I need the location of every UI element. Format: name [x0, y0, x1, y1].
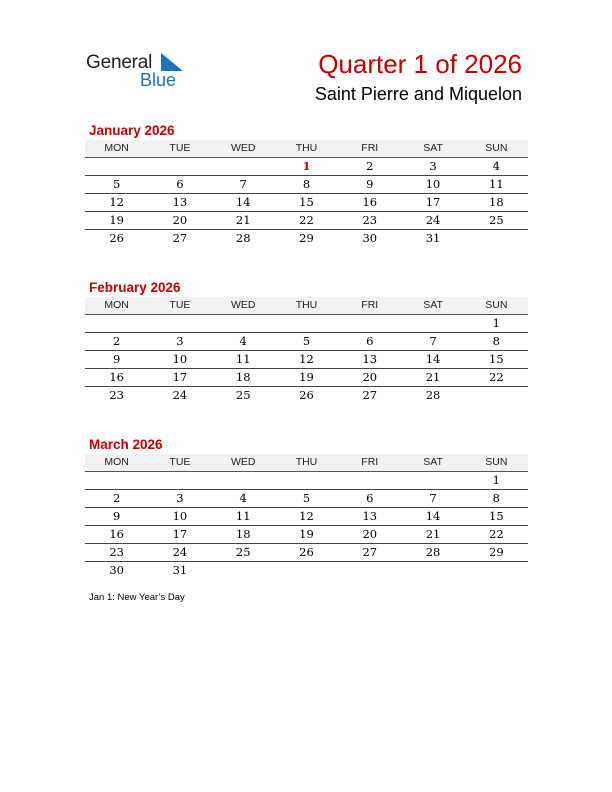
empty-day-cell	[338, 472, 401, 489]
week-row	[85, 315, 528, 333]
weekday-header: TUE	[169, 299, 191, 311]
day-cell: 28	[425, 388, 441, 402]
day-cell: 13	[362, 352, 378, 366]
day-cell: 8	[302, 177, 311, 191]
day-cell: 5	[112, 177, 121, 191]
weekday-header-row	[85, 454, 528, 472]
empty-day-cell	[465, 387, 528, 404]
empty-day-cell	[148, 315, 211, 332]
day-cell: 7	[239, 177, 247, 191]
day-cell: 24	[172, 388, 188, 402]
week-row	[85, 158, 528, 176]
weekday-header: THU	[295, 142, 318, 154]
day-cell: 15	[489, 509, 504, 523]
month-february	[85, 279, 528, 404]
day-cell: 4	[239, 491, 247, 505]
day-cell: 13	[172, 195, 188, 209]
day-cell: 20	[362, 527, 378, 541]
day-cell: 8	[492, 491, 500, 505]
day-cell: 27	[362, 388, 378, 402]
day-cell: 17	[425, 195, 441, 209]
week-row	[85, 369, 528, 387]
holiday-notes	[89, 592, 185, 603]
empty-day-cell	[275, 315, 338, 332]
week-row	[85, 508, 528, 526]
weekday-header: FRI	[361, 299, 379, 311]
day-cell: 9	[366, 177, 374, 191]
day-cell: 2	[112, 334, 121, 348]
day-cell: 28	[425, 545, 441, 559]
day-cell: 20	[362, 370, 378, 384]
day-cell: 14	[425, 352, 441, 366]
day-cell: 1	[302, 159, 311, 173]
day-cell: 6	[176, 177, 184, 191]
day-cell: 26	[109, 231, 124, 245]
day-cell: 18	[235, 370, 251, 384]
month-name: February 2026	[89, 280, 181, 295]
week-row	[85, 176, 528, 194]
day-cell: 3	[176, 334, 184, 348]
day-cell: 30	[109, 563, 124, 577]
week-row	[85, 472, 528, 490]
week-row	[85, 490, 528, 508]
empty-day-cell	[212, 562, 275, 579]
day-cell: 7	[429, 334, 437, 348]
weekday-header: WED	[230, 142, 256, 154]
empty-day-cell	[148, 472, 211, 489]
day-cell: 22	[489, 527, 504, 541]
day-cell: 6	[366, 491, 374, 505]
holiday-note: Jan 1: New Year’s Day	[89, 592, 185, 603]
day-cell: 16	[362, 195, 378, 209]
weekday-header: THU	[295, 299, 318, 311]
weekday-header-row	[85, 140, 528, 158]
day-cell: 14	[235, 195, 251, 209]
week-row	[85, 333, 528, 351]
day-cell: 7	[429, 491, 437, 505]
empty-day-cell	[212, 315, 275, 332]
day-cell: 4	[239, 334, 247, 348]
day-cell: 15	[299, 195, 314, 209]
day-cell: 31	[425, 231, 441, 245]
day-cell: 3	[429, 159, 437, 173]
day-cell: 16	[109, 527, 124, 541]
day-cell: 29	[489, 545, 504, 559]
weekday-header: SAT	[423, 299, 443, 311]
day-cell: 9	[112, 352, 121, 366]
day-cell: 19	[299, 370, 314, 384]
weekday-header: WED	[230, 299, 256, 311]
day-cell: 10	[425, 177, 441, 191]
week-row	[85, 351, 528, 369]
empty-day-cell	[85, 315, 148, 332]
week-row	[85, 562, 528, 579]
day-cell: 27	[362, 545, 378, 559]
day-cell: 25	[235, 545, 251, 559]
empty-day-cell	[338, 562, 401, 579]
day-cell: 23	[109, 545, 124, 559]
day-cell: 26	[299, 388, 314, 402]
day-cell: 25	[489, 213, 504, 227]
day-cell: 2	[366, 159, 374, 173]
weekday-header-row	[85, 297, 528, 315]
day-cell: 8	[492, 334, 500, 348]
day-cell: 24	[425, 213, 441, 227]
day-cell: 31	[172, 563, 188, 577]
day-cell: 12	[299, 509, 314, 523]
day-cell: 18	[489, 195, 504, 209]
day-cell: 22	[489, 370, 504, 384]
week-row	[85, 387, 528, 404]
day-cell: 5	[302, 334, 311, 348]
empty-day-cell	[401, 315, 464, 332]
day-cell: 30	[362, 231, 378, 245]
week-row	[85, 212, 528, 230]
day-cell: 25	[235, 388, 251, 402]
day-cell: 27	[172, 231, 188, 245]
day-cell: 16	[109, 370, 124, 384]
day-cell: 11	[235, 352, 251, 366]
day-cell: 18	[235, 527, 251, 541]
weekday-header: SUN	[485, 299, 508, 311]
weekday-header: FRI	[361, 456, 379, 468]
day-cell: 1	[492, 316, 500, 330]
day-cell: 21	[425, 527, 441, 541]
page-subtitle: Saint Pierre and Miquelon	[314, 84, 522, 104]
logo-general-text: General	[86, 52, 153, 73]
day-cell: 11	[489, 177, 504, 191]
page-title: Quarter 1 of 2026	[318, 49, 522, 79]
month-march	[85, 436, 528, 579]
day-cell: 17	[172, 527, 188, 541]
logo-blue-text: Blue	[140, 70, 177, 90]
day-cell: 12	[299, 352, 314, 366]
empty-day-cell	[465, 230, 528, 247]
weekday-header: SAT	[423, 456, 443, 468]
weekday-header: SAT	[423, 142, 443, 154]
day-cell: 22	[299, 213, 314, 227]
day-cell: 29	[299, 231, 314, 245]
day-cell: 19	[299, 527, 314, 541]
weekday-header: MON	[104, 142, 129, 154]
weekday-header: THU	[295, 456, 318, 468]
week-row	[85, 544, 528, 562]
empty-day-cell	[85, 158, 148, 175]
empty-day-cell	[401, 562, 464, 579]
day-cell: 26	[299, 545, 314, 559]
day-cell: 4	[492, 159, 500, 173]
day-cell: 9	[112, 509, 121, 523]
weekday-header: FRI	[361, 142, 379, 154]
day-cell: 5	[302, 491, 311, 505]
day-cell: 23	[362, 213, 378, 227]
day-cell: 3	[176, 491, 184, 505]
empty-day-cell	[338, 315, 401, 332]
weekday-header: SUN	[485, 456, 508, 468]
day-cell: 15	[489, 352, 504, 366]
week-row	[85, 230, 528, 247]
empty-day-cell	[465, 562, 528, 579]
empty-day-cell	[401, 472, 464, 489]
day-cell: 23	[109, 388, 124, 402]
empty-day-cell	[275, 562, 338, 579]
month-january	[85, 122, 528, 247]
day-cell: 6	[366, 334, 374, 348]
weekday-header: TUE	[169, 456, 191, 468]
day-cell: 21	[235, 213, 251, 227]
day-cell: 10	[172, 509, 188, 523]
empty-day-cell	[212, 472, 275, 489]
day-cell: 12	[109, 195, 124, 209]
logo-triangle-icon	[161, 53, 183, 71]
day-cell: 13	[362, 509, 378, 523]
weekday-header: MON	[104, 299, 129, 311]
weekday-header: WED	[230, 456, 256, 468]
empty-day-cell	[148, 158, 211, 175]
day-cell: 21	[425, 370, 441, 384]
logo	[86, 52, 196, 92]
day-cell: 19	[109, 213, 124, 227]
month-name: January 2026	[89, 123, 175, 138]
day-cell: 24	[172, 545, 188, 559]
day-cell: 28	[235, 231, 251, 245]
weekday-header: SUN	[485, 142, 508, 154]
day-cell: 10	[172, 352, 188, 366]
weekday-header: MON	[104, 456, 129, 468]
empty-day-cell	[212, 158, 275, 175]
empty-day-cell	[275, 472, 338, 489]
weekday-header: TUE	[169, 142, 191, 154]
day-cell: 14	[425, 509, 441, 523]
empty-day-cell	[85, 472, 148, 489]
day-cell: 11	[235, 509, 251, 523]
week-row	[85, 526, 528, 544]
day-cell: 17	[172, 370, 188, 384]
day-cell: 1	[492, 473, 500, 487]
day-cell: 20	[172, 213, 188, 227]
day-cell: 2	[112, 491, 121, 505]
week-row	[85, 194, 528, 212]
month-name: March 2026	[89, 437, 163, 452]
